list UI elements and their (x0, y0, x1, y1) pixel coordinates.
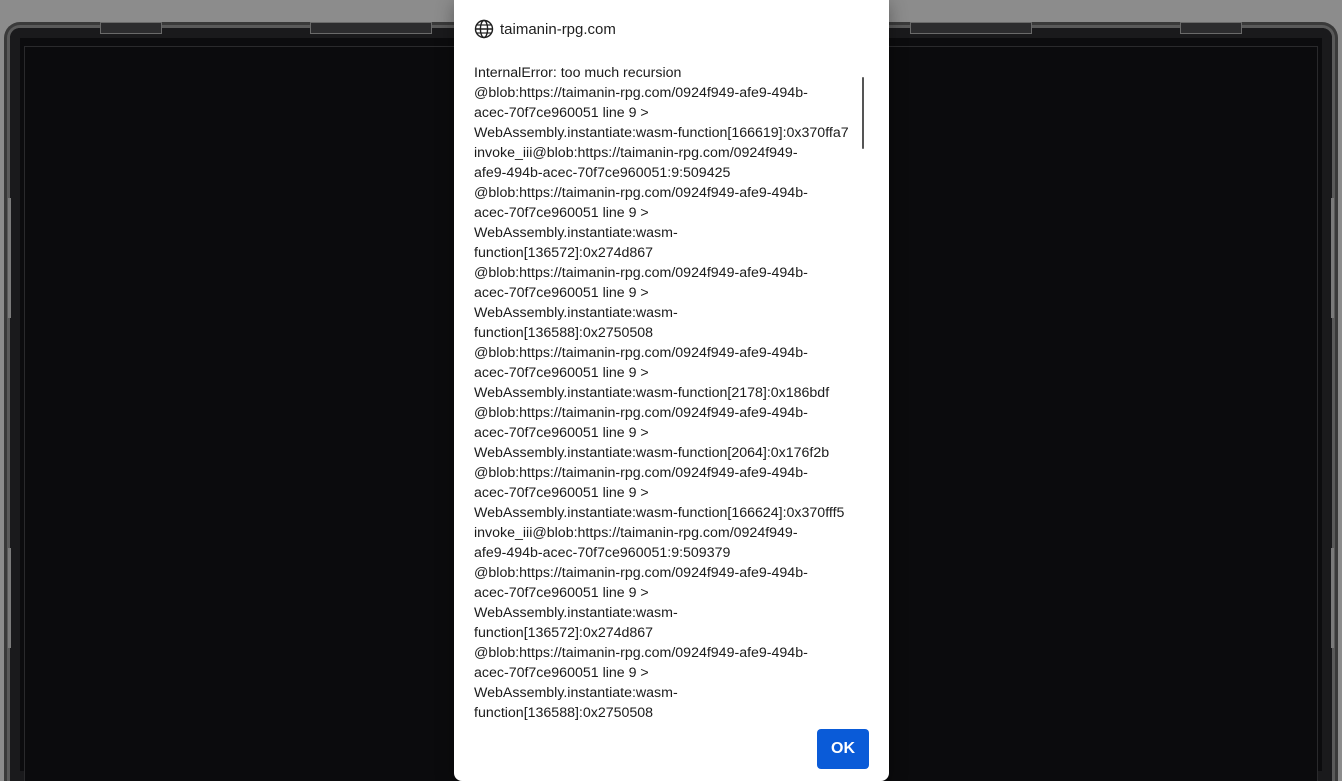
message-line: WebAssembly.instantiate:wasm-function[2064]:0x176f2b (474, 445, 830, 461)
frame-edge-accent (1331, 198, 1334, 318)
message-line: function[136572]:0x274d867 (474, 245, 654, 261)
message-line: @blob:https://taimanin-rpg.com/0924f949-afe9-494b- (474, 345, 808, 361)
message-line: @blob:https://taimanin-rpg.com/0924f949-afe9-494b- (474, 185, 808, 201)
alert-dialog (454, 0, 889, 781)
message-line: WebAssembly.instantiate:wasm- (474, 225, 678, 241)
message-line: acec-70f7ce960051 line 9 > (474, 585, 649, 601)
message-line: @blob:https://taimanin-rpg.com/0924f949-afe9-494b- (474, 405, 808, 421)
message-line: InternalError: too much recursion (474, 65, 682, 81)
message-line: WebAssembly.instantiate:wasm-function[166624]:0x370fff5 (474, 505, 845, 521)
message-line: @blob:https://taimanin-rpg.com/0924f949-afe9-494b- (474, 565, 808, 581)
dialog-header (474, 18, 616, 40)
message-line: invoke_iii@blob:https://taimanin-rpg.com/0924f949- (474, 525, 798, 541)
message-line: WebAssembly.instantiate:wasm- (474, 305, 678, 321)
globe-icon (474, 19, 494, 39)
dialog-origin: taimanin-rpg.com (500, 20, 616, 38)
message-line: @blob:https://taimanin-rpg.com/0924f949-afe9-494b- (474, 465, 808, 481)
frame-notch (100, 22, 162, 34)
frame-notch (1180, 22, 1242, 34)
message-line: function[136588]:0x2750508 (474, 705, 654, 721)
message-line: WebAssembly.instantiate:wasm-function[166619]:0x370ffa7 (474, 125, 849, 141)
frame-edge-accent (8, 548, 11, 648)
ok-button[interactable]: OK (817, 729, 869, 769)
message-scrollbar[interactable] (862, 77, 864, 149)
message-line: acec-70f7ce960051 line 9 > (474, 285, 649, 301)
message-line: invoke_iii@blob:https://taimanin-rpg.com/0924f949- (474, 145, 798, 161)
frame-notch (910, 22, 1032, 34)
frame-edge-accent (8, 198, 11, 318)
message-line: WebAssembly.instantiate:wasm-function[2178]:0x186bdf (474, 385, 830, 401)
message-line: acec-70f7ce960051 line 9 > (474, 365, 649, 381)
message-line: acec-70f7ce960051 line 9 > (474, 105, 649, 121)
message-line: @blob:https://taimanin-rpg.com/0924f949-afe9-494b- (474, 265, 808, 281)
message-line: acec-70f7ce960051 line 9 > (474, 425, 649, 441)
message-line: acec-70f7ce960051 line 9 > (474, 205, 649, 221)
message-line: afe9-494b-acec-70f7ce960051:9:509425 (474, 165, 731, 181)
message-line: @blob:https://taimanin-rpg.com/0924f949-afe9-494b- (474, 85, 808, 101)
dialog-message (474, 63, 866, 721)
message-line: function[136588]:0x2750508 (474, 325, 654, 341)
message-line: WebAssembly.instantiate:wasm- (474, 685, 678, 701)
message-line: WebAssembly.instantiate:wasm- (474, 605, 678, 621)
message-line: acec-70f7ce960051 line 9 > (474, 665, 649, 681)
message-line: @blob:https://taimanin-rpg.com/0924f949-afe9-494b- (474, 645, 808, 661)
message-line: acec-70f7ce960051 line 9 > (474, 485, 649, 501)
message-line: afe9-494b-acec-70f7ce960051:9:509379 (474, 545, 731, 561)
frame-edge-accent (1331, 548, 1334, 648)
frame-notch (310, 22, 432, 34)
message-line: function[136572]:0x274d867 (474, 625, 654, 641)
